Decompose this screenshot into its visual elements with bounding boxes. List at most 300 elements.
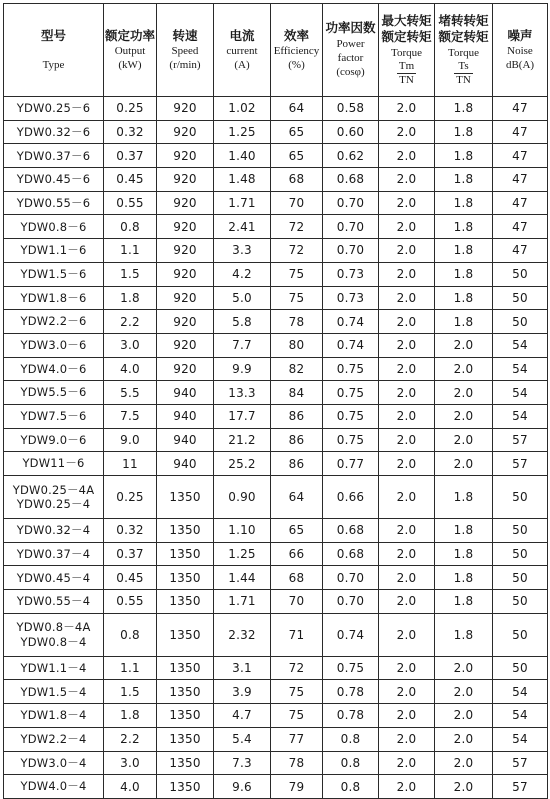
- cell-output: 3.0: [104, 333, 157, 357]
- cell-output: 1.5: [104, 262, 157, 286]
- cell-eff: 75: [271, 680, 323, 704]
- cell-pf: 0.68: [323, 519, 379, 543]
- header-type-en: Type: [42, 58, 65, 71]
- table-row: [4, 476, 548, 519]
- cell-output: 9.0: [104, 428, 157, 452]
- cell-noise: 54: [493, 704, 548, 728]
- header-tm-den: TN: [399, 73, 414, 86]
- cell-pf: 0.75: [323, 357, 379, 381]
- cell-type: [4, 120, 104, 144]
- header-output-unit: (kW): [118, 59, 142, 72]
- cell-ts: 1.8: [435, 566, 493, 590]
- cell-pf: 0.62: [323, 144, 379, 168]
- cell-eff: 80: [271, 333, 323, 357]
- cell-ts: 2.0: [435, 751, 493, 775]
- cell-tm: 2.0: [379, 727, 435, 751]
- cell-speed: 920: [157, 215, 214, 239]
- table-row: [4, 566, 548, 590]
- cell-tm: 2.0: [379, 404, 435, 428]
- cell-type: [4, 262, 104, 286]
- cell-output: 0.37: [104, 542, 157, 566]
- header-type-cn: 型号: [40, 28, 66, 43]
- cell-eff: 70: [271, 191, 323, 215]
- cell-type: [4, 542, 104, 566]
- cell-speed: 1350: [157, 656, 214, 680]
- cell-eff: 68: [271, 168, 323, 192]
- cell-output: 1.8: [104, 286, 157, 310]
- cell-current: 5.4: [214, 727, 271, 751]
- table-row: [4, 215, 548, 239]
- header-output-cn: 额定功率: [104, 28, 155, 43]
- table-row: [4, 519, 548, 543]
- cell-current: 2.32: [214, 613, 271, 656]
- header-pf-unit: (cosφ): [336, 66, 365, 79]
- cell-type-line: YDW2.2－4: [20, 731, 87, 746]
- cell-speed: 920: [157, 120, 214, 144]
- header-pf-en1: Power: [336, 37, 365, 50]
- table-row: [4, 357, 548, 381]
- cell-speed: 920: [157, 239, 214, 263]
- table-row: [4, 97, 548, 121]
- cell-eff: 72: [271, 656, 323, 680]
- table-row: [4, 404, 548, 428]
- cell-type: [4, 566, 104, 590]
- cell-type-line: YDW1.8－4: [20, 708, 87, 723]
- header-ts-num: Ts: [454, 60, 473, 74]
- cell-tm: 2.0: [379, 704, 435, 728]
- cell-current: 13.3: [214, 381, 271, 405]
- table-row: [4, 428, 548, 452]
- cell-type: [4, 144, 104, 168]
- cell-type-line: YDW0.25－4A: [12, 482, 95, 497]
- cell-ts: 1.8: [435, 590, 493, 614]
- table-row: [4, 613, 548, 656]
- cell-output: 1.1: [104, 656, 157, 680]
- cell-type-line: YDW0.25－4: [16, 497, 91, 511]
- cell-noise: 54: [493, 357, 548, 381]
- cell-pf: 0.75: [323, 428, 379, 452]
- header-row: [4, 4, 548, 97]
- cell-ts: 2.0: [435, 428, 493, 452]
- header-noise-cn: 噪声: [507, 28, 533, 43]
- cell-type: [4, 215, 104, 239]
- cell-eff: 65: [271, 519, 323, 543]
- cell-noise: 57: [493, 751, 548, 775]
- cell-output: 4.0: [104, 357, 157, 381]
- cell-eff: 82: [271, 357, 323, 381]
- cell-pf: 0.58: [323, 97, 379, 121]
- cell-noise: 50: [493, 656, 548, 680]
- table-row: [4, 590, 548, 614]
- cell-tm: 2.0: [379, 452, 435, 476]
- cell-output: 0.55: [104, 191, 157, 215]
- cell-speed: 940: [157, 404, 214, 428]
- cell-speed: 920: [157, 97, 214, 121]
- cell-pf: 0.78: [323, 680, 379, 704]
- cell-tm: 2.0: [379, 120, 435, 144]
- cell-type: [4, 476, 104, 519]
- cell-current: 1.48: [214, 168, 271, 192]
- header-current-cn: 电流: [229, 28, 255, 43]
- cell-tm: 2.0: [379, 751, 435, 775]
- cell-speed: 920: [157, 286, 214, 310]
- cell-type-line: YDW7.5－6: [20, 409, 87, 424]
- spec-table-container: [3, 3, 548, 799]
- cell-output: 4.0: [104, 775, 157, 799]
- cell-speed: 1350: [157, 542, 214, 566]
- header-locked-torque: [435, 4, 493, 97]
- cell-noise: 47: [493, 191, 548, 215]
- cell-type: [4, 452, 104, 476]
- header-speed-cn: 转速: [172, 28, 198, 43]
- cell-tm: 2.0: [379, 239, 435, 263]
- cell-type-line: YDW0.45－4: [16, 570, 91, 585]
- cell-noise: 50: [493, 590, 548, 614]
- cell-speed: 1350: [157, 751, 214, 775]
- cell-eff: 86: [271, 404, 323, 428]
- cell-tm: 2.0: [379, 519, 435, 543]
- cell-current: 1.02: [214, 97, 271, 121]
- cell-tm: 2.0: [379, 262, 435, 286]
- cell-pf: 0.78: [323, 704, 379, 728]
- cell-ts: 1.8: [435, 191, 493, 215]
- cell-pf: 0.74: [323, 310, 379, 334]
- header-pf-cn: 功率因数: [325, 21, 376, 36]
- motor-spec-table: [3, 3, 548, 799]
- cell-pf: 0.73: [323, 286, 379, 310]
- cell-tm: 2.0: [379, 476, 435, 519]
- cell-pf: 0.75: [323, 381, 379, 405]
- header-speed-unit: (r/min): [169, 59, 201, 72]
- cell-ts: 1.8: [435, 97, 493, 121]
- header-ts-cn1: 堵转转矩: [438, 14, 489, 29]
- cell-speed: 1350: [157, 680, 214, 704]
- table-row: [4, 727, 548, 751]
- cell-current: 25.2: [214, 452, 271, 476]
- cell-noise: 57: [493, 452, 548, 476]
- cell-type: [4, 428, 104, 452]
- cell-current: 1.71: [214, 590, 271, 614]
- cell-type: [4, 310, 104, 334]
- cell-current: 21.2: [214, 428, 271, 452]
- cell-type-line: YDW4.0－6: [20, 361, 87, 376]
- cell-type: [4, 704, 104, 728]
- cell-ts: 1.8: [435, 613, 493, 656]
- table-row: [4, 542, 548, 566]
- cell-output: 1.8: [104, 704, 157, 728]
- cell-pf: 0.70: [323, 215, 379, 239]
- cell-tm: 2.0: [379, 333, 435, 357]
- cell-type-line: YDW4.0－4: [20, 779, 87, 794]
- cell-pf: 0.70: [323, 590, 379, 614]
- cell-output: 0.8: [104, 215, 157, 239]
- cell-current: 4.7: [214, 704, 271, 728]
- cell-ts: 2.0: [435, 333, 493, 357]
- cell-ts: 1.8: [435, 120, 493, 144]
- cell-eff: 72: [271, 215, 323, 239]
- table-row: [4, 191, 548, 215]
- cell-eff: 70: [271, 590, 323, 614]
- cell-current: 3.1: [214, 656, 271, 680]
- cell-ts: 2.0: [435, 775, 493, 799]
- cell-pf: 0.73: [323, 262, 379, 286]
- cell-noise: 50: [493, 566, 548, 590]
- cell-tm: 2.0: [379, 286, 435, 310]
- cell-type: [4, 613, 104, 656]
- cell-ts: 1.8: [435, 476, 493, 519]
- cell-tm: 2.0: [379, 566, 435, 590]
- cell-current: 7.3: [214, 751, 271, 775]
- cell-pf: 0.70: [323, 239, 379, 263]
- cell-pf: 0.8: [323, 751, 379, 775]
- cell-current: 0.90: [214, 476, 271, 519]
- cell-eff: 68: [271, 566, 323, 590]
- cell-ts: 1.8: [435, 144, 493, 168]
- cell-pf: 0.70: [323, 191, 379, 215]
- cell-ts: 2.0: [435, 704, 493, 728]
- cell-noise: 47: [493, 215, 548, 239]
- cell-output: 2.2: [104, 310, 157, 334]
- cell-current: 1.71: [214, 191, 271, 215]
- cell-speed: 940: [157, 381, 214, 405]
- cell-type-line: YDW1.5－4: [20, 684, 87, 699]
- table-row: [4, 333, 548, 357]
- cell-output: 11: [104, 452, 157, 476]
- cell-tm: 2.0: [379, 144, 435, 168]
- table-row: [4, 239, 548, 263]
- cell-pf: 0.70: [323, 566, 379, 590]
- cell-output: 0.8: [104, 613, 157, 656]
- cell-noise: 50: [493, 519, 548, 543]
- cell-speed: 920: [157, 191, 214, 215]
- cell-eff: 77: [271, 727, 323, 751]
- cell-speed: 920: [157, 333, 214, 357]
- cell-type: [4, 751, 104, 775]
- cell-ts: 2.0: [435, 381, 493, 405]
- cell-type: [4, 727, 104, 751]
- cell-ts: 1.8: [435, 519, 493, 543]
- cell-type-line: YDW9.0－6: [20, 432, 87, 447]
- cell-noise: 50: [493, 310, 548, 334]
- cell-tm: 2.0: [379, 590, 435, 614]
- header-output-en: Output: [114, 44, 146, 57]
- cell-eff: 78: [271, 310, 323, 334]
- cell-current: 1.25: [214, 120, 271, 144]
- cell-tm: 2.0: [379, 191, 435, 215]
- header-ts-ratio: [454, 60, 473, 86]
- cell-current: 1.44: [214, 566, 271, 590]
- cell-speed: 1350: [157, 590, 214, 614]
- cell-eff: 66: [271, 542, 323, 566]
- header-ts-en: Torque: [448, 46, 479, 59]
- header-noise-en: Noise: [507, 44, 533, 57]
- cell-type-line: YDW1.1－4: [20, 660, 87, 675]
- cell-speed: 920: [157, 144, 214, 168]
- cell-type-line: YDW2.2－6: [20, 314, 87, 329]
- table-row: [4, 310, 548, 334]
- cell-current: 9.6: [214, 775, 271, 799]
- cell-output: 0.45: [104, 566, 157, 590]
- cell-output: 0.25: [104, 97, 157, 121]
- cell-eff: 78: [271, 751, 323, 775]
- cell-noise: 50: [493, 476, 548, 519]
- cell-type-line: YDW11－6: [22, 456, 85, 471]
- header-tm-ratio: [397, 60, 416, 86]
- cell-tm: 2.0: [379, 613, 435, 656]
- cell-speed: 940: [157, 452, 214, 476]
- cell-ts: 2.0: [435, 452, 493, 476]
- cell-pf: 0.68: [323, 542, 379, 566]
- cell-current: 1.25: [214, 542, 271, 566]
- cell-type: [4, 239, 104, 263]
- cell-type-line: YDW0.25－6: [16, 101, 91, 116]
- cell-pf: 0.68: [323, 168, 379, 192]
- cell-noise: 47: [493, 120, 548, 144]
- header-output: [104, 4, 157, 97]
- cell-noise: 47: [493, 239, 548, 263]
- cell-noise: 54: [493, 680, 548, 704]
- cell-output: 7.5: [104, 404, 157, 428]
- cell-noise: 57: [493, 775, 548, 799]
- header-current-unit: (A): [234, 59, 250, 72]
- cell-output: 0.32: [104, 519, 157, 543]
- cell-type-line: YDW0.37－4: [16, 546, 91, 561]
- cell-speed: 920: [157, 168, 214, 192]
- cell-eff: 75: [271, 262, 323, 286]
- cell-eff: 75: [271, 286, 323, 310]
- cell-type-line: YDW0.32－4: [16, 523, 91, 538]
- cell-ts: 2.0: [435, 680, 493, 704]
- cell-speed: 920: [157, 310, 214, 334]
- cell-eff: 64: [271, 97, 323, 121]
- cell-ts: 1.8: [435, 542, 493, 566]
- cell-pf: 0.75: [323, 656, 379, 680]
- cell-eff: 84: [271, 381, 323, 405]
- cell-pf: 0.77: [323, 452, 379, 476]
- cell-ts: 2.0: [435, 656, 493, 680]
- header-speed: [157, 4, 214, 97]
- cell-type: [4, 590, 104, 614]
- cell-noise: 54: [493, 727, 548, 751]
- cell-type-line: YDW0.45－6: [16, 172, 91, 187]
- cell-speed: 1350: [157, 727, 214, 751]
- cell-type: [4, 656, 104, 680]
- cell-current: 5.8: [214, 310, 271, 334]
- cell-type-line: YDW0.37－6: [16, 148, 91, 163]
- table-row: [4, 144, 548, 168]
- cell-type: [4, 286, 104, 310]
- header-power-factor: [323, 4, 379, 97]
- header-current: [214, 4, 271, 97]
- cell-output: 0.55: [104, 590, 157, 614]
- cell-type: [4, 191, 104, 215]
- table-row: [4, 120, 548, 144]
- cell-noise: 47: [493, 97, 548, 121]
- cell-ts: 1.8: [435, 215, 493, 239]
- cell-tm: 2.0: [379, 775, 435, 799]
- cell-type-line: YDW0.8－4A: [16, 620, 91, 635]
- table-header: [4, 4, 548, 97]
- header-efficiency: [271, 4, 323, 97]
- cell-tm: 2.0: [379, 428, 435, 452]
- table-row: [4, 452, 548, 476]
- table-row: [4, 262, 548, 286]
- cell-pf: 0.60: [323, 120, 379, 144]
- cell-noise: 57: [493, 428, 548, 452]
- cell-speed: 1350: [157, 704, 214, 728]
- cell-current: 3.9: [214, 680, 271, 704]
- cell-current: 1.40: [214, 144, 271, 168]
- cell-speed: 1350: [157, 613, 214, 656]
- cell-ts: 2.0: [435, 727, 493, 751]
- cell-noise: 47: [493, 168, 548, 192]
- header-type: [4, 4, 104, 97]
- cell-noise: 50: [493, 613, 548, 656]
- cell-speed: 1350: [157, 519, 214, 543]
- cell-ts: 1.8: [435, 168, 493, 192]
- cell-speed: 940: [157, 428, 214, 452]
- cell-eff: 65: [271, 144, 323, 168]
- header-pf-en2: factor: [337, 51, 364, 64]
- cell-noise: 54: [493, 381, 548, 405]
- cell-type-line: YDW3.0－4: [20, 755, 87, 770]
- cell-current: 3.3: [214, 239, 271, 263]
- cell-pf: 0.75: [323, 404, 379, 428]
- cell-type: [4, 97, 104, 121]
- cell-current: 17.7: [214, 404, 271, 428]
- cell-type: [4, 404, 104, 428]
- cell-output: 0.25: [104, 476, 157, 519]
- cell-current: 4.2: [214, 262, 271, 286]
- cell-speed: 1350: [157, 476, 214, 519]
- cell-current: 7.7: [214, 333, 271, 357]
- cell-output: 0.32: [104, 120, 157, 144]
- cell-type: [4, 519, 104, 543]
- cell-current: 1.10: [214, 519, 271, 543]
- cell-output: 1.1: [104, 239, 157, 263]
- cell-current: 2.41: [214, 215, 271, 239]
- cell-current: 9.9: [214, 357, 271, 381]
- cell-ts: 1.8: [435, 239, 493, 263]
- header-efficiency-en: Efficiency: [273, 44, 320, 57]
- header-tm-num: Tm: [398, 59, 415, 72]
- cell-ts: 1.8: [435, 310, 493, 334]
- cell-type: [4, 168, 104, 192]
- table-row: [4, 704, 548, 728]
- cell-tm: 2.0: [379, 97, 435, 121]
- table-row: [4, 381, 548, 405]
- cell-type-line: YDW1.5－6: [20, 266, 87, 281]
- cell-type-line: YDW0.55－6: [16, 195, 91, 210]
- cell-current: 5.0: [214, 286, 271, 310]
- cell-output: 5.5: [104, 381, 157, 405]
- cell-noise: 50: [493, 286, 548, 310]
- cell-eff: 64: [271, 476, 323, 519]
- cell-speed: 920: [157, 357, 214, 381]
- cell-tm: 2.0: [379, 310, 435, 334]
- cell-tm: 2.0: [379, 215, 435, 239]
- cell-eff: 72: [271, 239, 323, 263]
- cell-type-line: YDW0.55－4: [16, 594, 91, 609]
- header-noise-unit: dB(A): [505, 59, 535, 72]
- cell-type-line: YDW0.32－6: [16, 124, 91, 139]
- header-max-torque: [379, 4, 435, 97]
- cell-noise: 50: [493, 262, 548, 286]
- table-row: [4, 680, 548, 704]
- header-tm-cn1: 最大转矩: [381, 14, 432, 29]
- table-row: [4, 656, 548, 680]
- cell-tm: 2.0: [379, 168, 435, 192]
